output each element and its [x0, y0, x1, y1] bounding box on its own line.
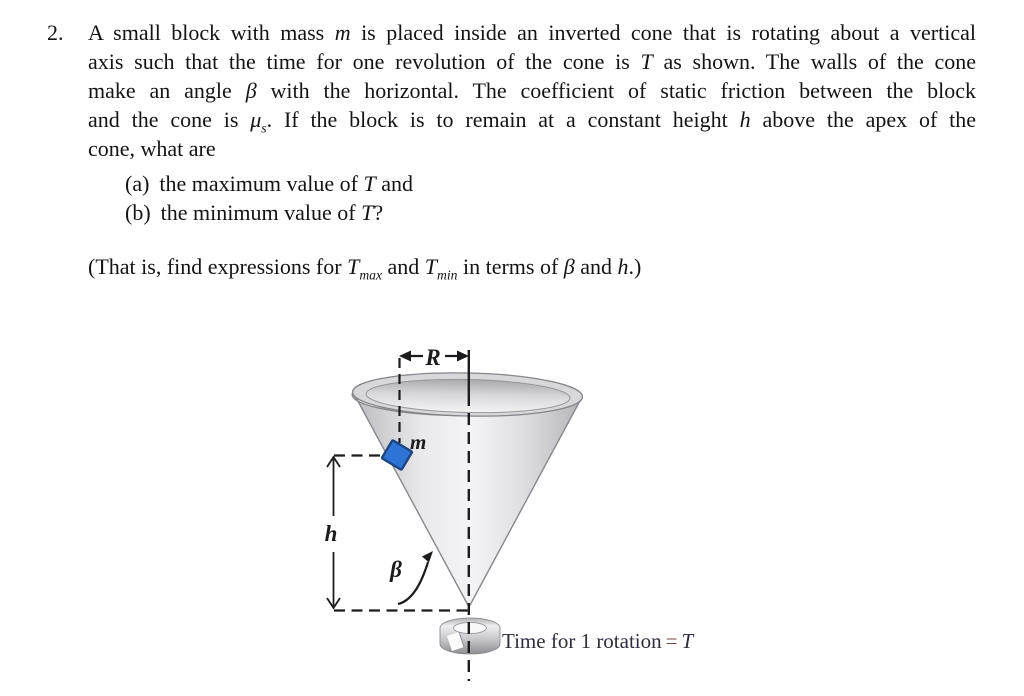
problem-line: cone, what are — [88, 136, 216, 161]
angle-arc-arrow — [398, 551, 433, 604]
problem-line: axis such that the time for one revolution of the cone is T as shown. The walls of the cone — [88, 49, 976, 74]
subquestion-b: (b) the minimum value of T? — [125, 200, 384, 225]
problem-note: (That is, find expressions for $T_{max}$ and $T_{min}$ in terms of β and h.) — [88, 254, 642, 283]
subquestion-a: (a) the maximum value of T and — [125, 171, 413, 196]
cone-body — [352, 392, 582, 607]
radius-label: R — [425, 345, 441, 370]
mass-label: m — [410, 430, 427, 454]
problem-line: make an angle β with the horizontal. The coefficient of static friction between the block — [88, 78, 976, 103]
problem-line: A small block with mass m is placed inside an inverted cone that is rotating about a vertical — [88, 20, 976, 45]
figure-caption: Time for 1 rotation = T — [502, 629, 694, 653]
angle-label: β — [390, 557, 402, 582]
problem-number: 2. — [47, 20, 64, 45]
problem-line: and the cone is $\mu_s$. If the block is to remain at a constant height h above the apex of the — [88, 107, 976, 136]
height-label: h — [324, 521, 338, 546]
rotation-ring-icon — [440, 618, 500, 654]
